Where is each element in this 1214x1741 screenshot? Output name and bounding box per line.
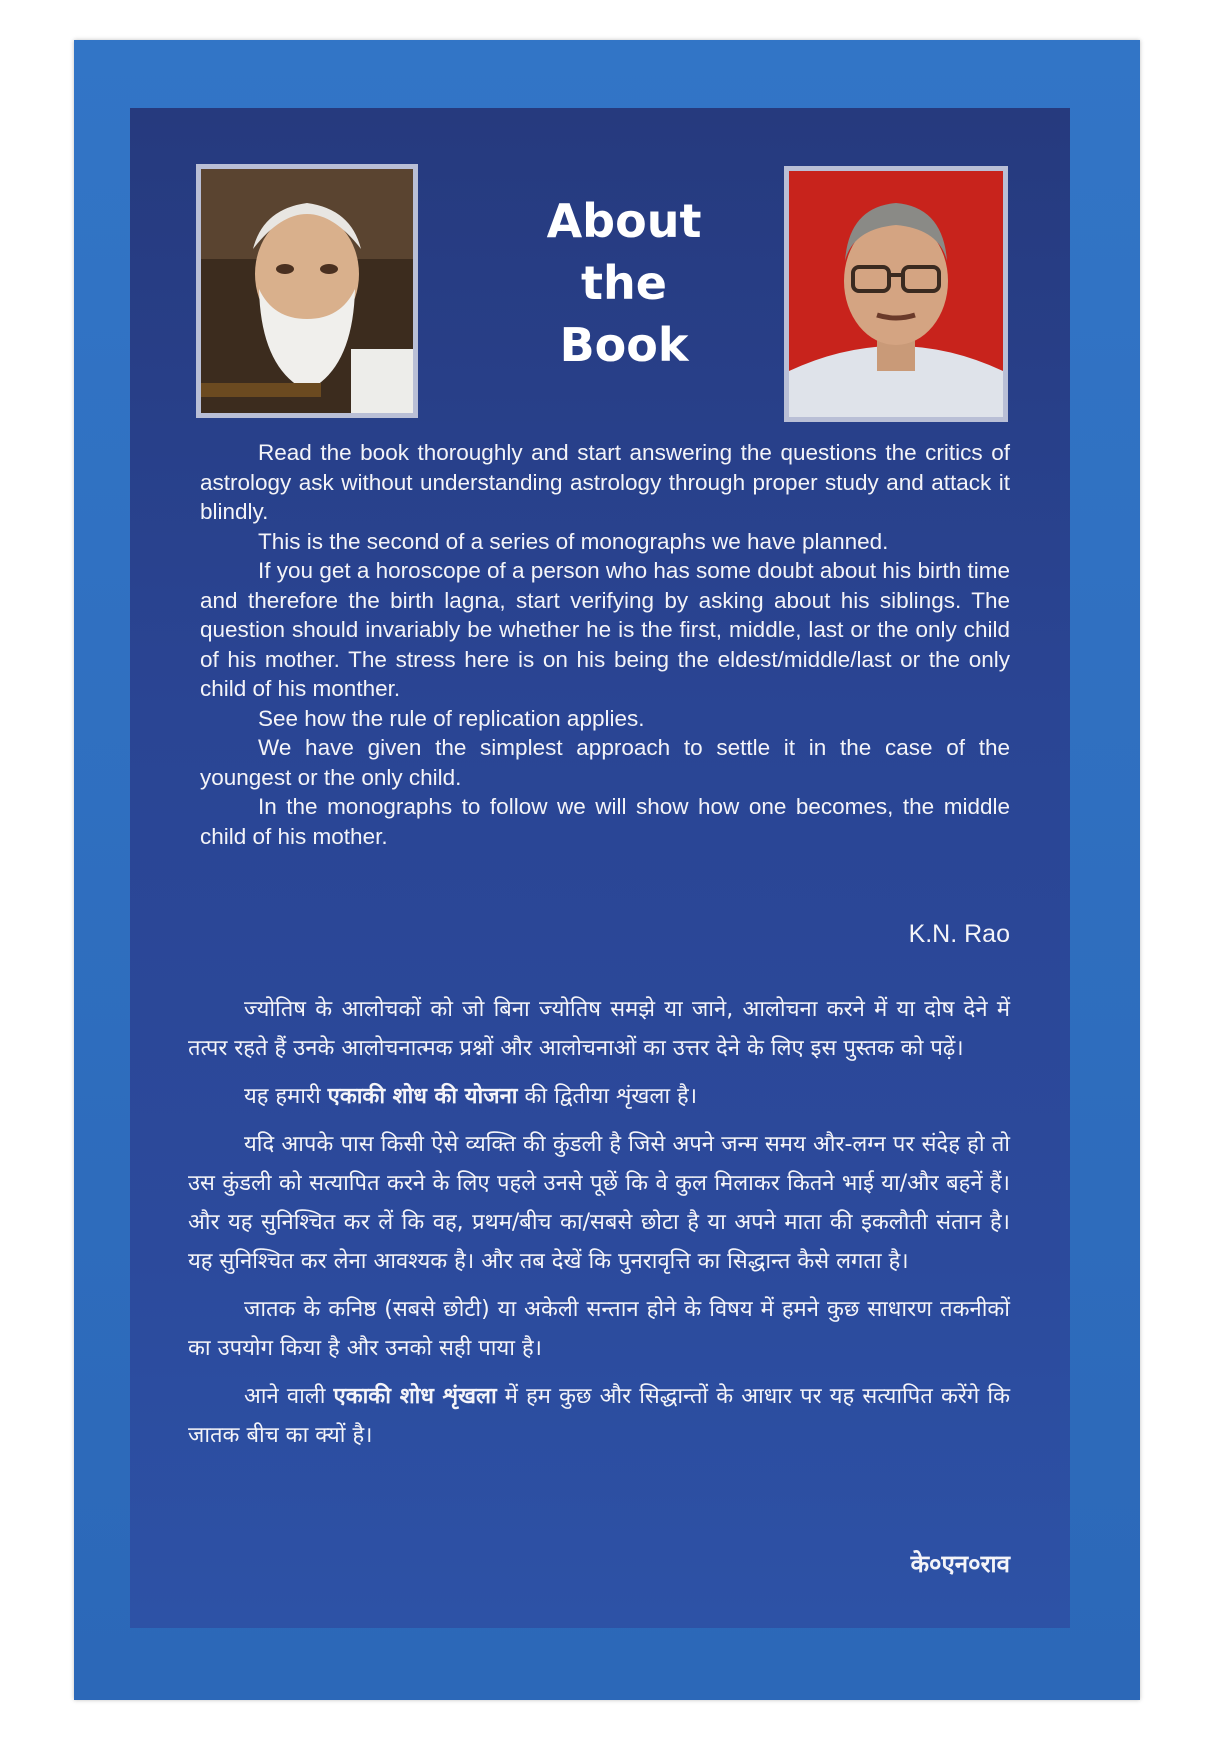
- hindi-text-span: यह हमारी: [244, 1084, 328, 1109]
- hindi-description: [188, 990, 1010, 1464]
- title-line-2: the: [581, 256, 667, 310]
- hindi-paragraph: जातक के कनिष्ठ (सबसे छोटी) या अकेली सन्तान होने के विषय में हमने कुछ साधारण तकनीकों का उपयोग किया है और उनको सही पाया है।: [188, 1297, 1010, 1361]
- hindi-paragraph: [188, 1377, 1010, 1455]
- author-photo-right: [784, 166, 1008, 422]
- title-line-3: Book: [559, 318, 689, 372]
- hindi-bold-span: एकाकी शोध शृंखला: [333, 1384, 497, 1409]
- about-the-book-title: [514, 190, 734, 376]
- bearded-man-portrait-icon: [201, 169, 413, 413]
- english-paragraph: We have given the simplest approach to settle it in the case of the youngest or the only child.: [200, 735, 1010, 790]
- author-photo-left: [196, 164, 418, 418]
- hindi-text-span: की द्वितीया शृंखला है।: [517, 1084, 698, 1109]
- english-paragraph: This is the second of a series of monographs we have planned.: [258, 528, 889, 554]
- english-paragraph: If you get a horoscope of a person who has some doubt about his birth time and therefore the birth lagna, start verifying by asking about his siblings. The question should invariably be whether he is the first, middle, last or the only child of his mother. The stress here is on his being the eldest/middle/last or the only child of his monther.: [200, 558, 1010, 701]
- title-line-1: About: [546, 194, 702, 248]
- hindi-text-span: आने वाली: [244, 1384, 334, 1409]
- english-paragraph: In the monographs to follow we will show how one becomes, the middle child of his mother.: [200, 794, 1010, 849]
- english-description: [200, 438, 1010, 851]
- hindi-paragraph: ज्योतिष के आलोचकों को जो बिना ज्योतिष समझे या जाने, आलोचना करने में या दोष देने में तत्पर रहते हैं उनके आलोचनात्मक प्रश्नों और आलोचनाओं का उत्तर देने के लिए इस पुस्तक को पढ़ें।: [188, 997, 1010, 1061]
- hindi-paragraph: यदि आपके पास किसी ऐसे व्यक्ति की कुंडली है जिसे अपने जन्म समय और-लग्न पर संदेह हो तो उस कुंडली को सत्यापित करने के लिए पहले उनसे पूछें कि वे कुल मिलाकर कितने भाई या/और बहनें हैं। और यह सुनिश्चित कर लें कि वह, प्रथम/बीच का/सबसे छोटा है या अपने माता की इकलौती संतान है। यह सुनिश्चित कर लेना आवश्यक है। और तब देखें कि पुनरावृत्ति का सिद्धान्त कैसे लगता है।: [188, 1132, 1010, 1274]
- english-paragraph: Read the book thoroughly and start answering the questions the critics of astrology ask without understanding astrology through proper study and attack it blindly.: [200, 440, 1010, 524]
- hindi-paragraph: [188, 1077, 1010, 1116]
- man-with-glasses-portrait-icon: [789, 171, 1003, 417]
- hindi-text-span: में हम कुछ और सिद्धान्तों के आधार पर यह सत्यापित करेंगे कि जातक बीच का क्यों है।: [188, 1384, 1010, 1448]
- hindi-author-signature: के०एन०राव: [910, 1550, 1010, 1578]
- hindi-bold-span: एकाकी शोध की योजना: [327, 1084, 518, 1109]
- english-paragraph: See how the rule of replication applies.: [258, 705, 645, 731]
- book-back-cover: [74, 40, 1140, 1700]
- english-author-signature: K.N. Rao: [908, 920, 1010, 948]
